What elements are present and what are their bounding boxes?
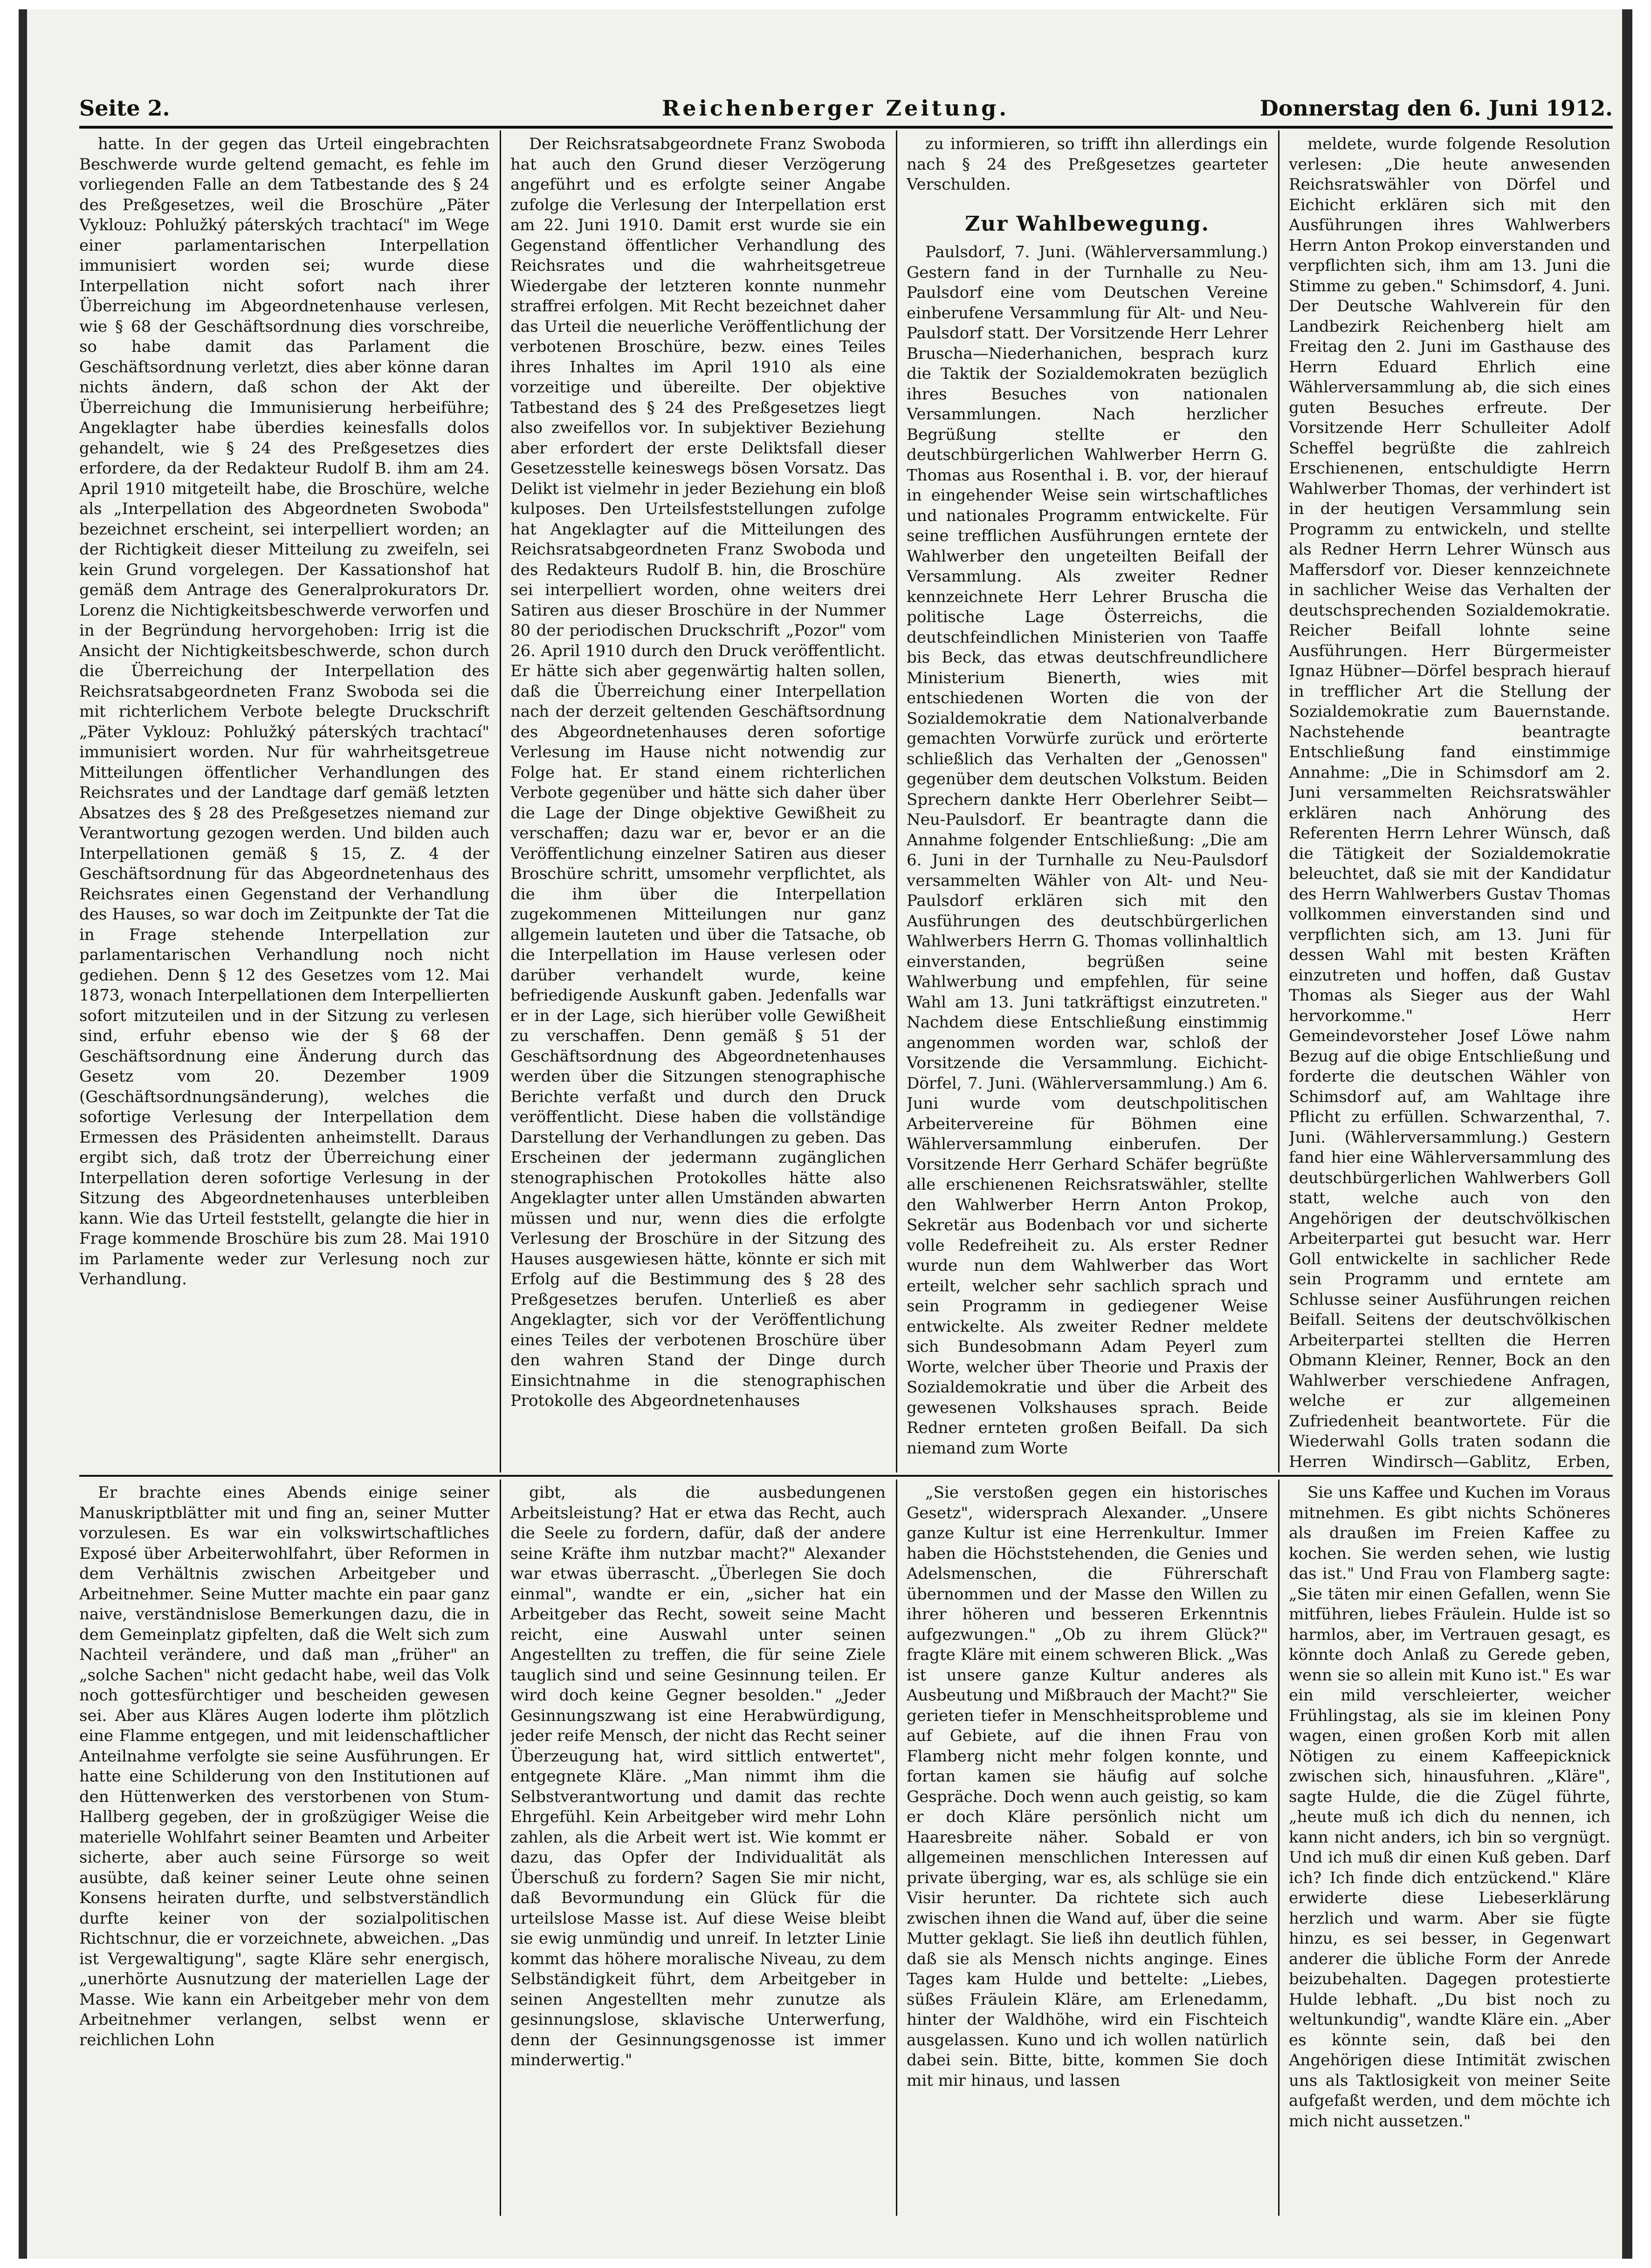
feuilleton-text: gibt, als die ausbedungenen Arbeitsleistung? Hat er etwa das Recht, auch die Seele zu fordern, dafür, daß der andere seine Kräfte ihm nutzbar macht?" Alexander war etwas überrascht. „Überlegen Sie doch einmal", wandte er ein, „sicher hat ein Arbeitgeber das Recht, soweit seine Macht reicht, eine Auswahl unter seinen Angestellten zu treffen, die für seine Ziele tauglich sind und seine Gesinnung teilen. Er wird doch keine Gegner besolden." „Jeder Gesinnungszwang ist eine Herabwürdigung, jeder reife Mensch, der nicht das Recht seiner Überzeugung hat, wird sittlich entwertet", entgegnete Kläre. „Man nimmt ihm die Selbstverantwortung und damit das rechte Ehrgefühl. Kein Arbeitgeber wird mehr Lohn zahlen, als die Arbeit wert ist. Wie kommt er dazu, das Opfer der Individualität als Überschuß zu fordern? Sagen Sie mir nicht, daß Bevormundung ein Glück für die urteilslose Masse ist. Auf diese Weise bleibt sie ewig unmündig und unreif. In letzter Linie kommt das höhere moralische Niveau, zu dem Selbständigkeit führt, dem Arbeitgeber in seinen Angestellten mehr zunutze als gesinnungslose, sklavische Unterwerfung, denn der Gesinnungsgenosse ist immer minderwertig.": [510, 1483, 886, 2069]
page-header: [79, 91, 1613, 123]
article-text: Der Reichsratsabgeordnete Franz Swoboda hat auch den Grund dieser Verzögerung angeführt und es erfolgte seiner Angabe zufolge die Verlesung der Interpellation erst am 22. Juni 1910. Damit erst wurde sie ein Gegenstand öffentlicher Verhandlung des Reichsrates und die wahrheitsgetreue Wiedergabe der letzteren konnte nunmehr straffrei erfolgen. Mit Recht bezeichnet daher das Urteil die neuerliche Veröffentlichung der verbotenen Broschüre, bezw. eines Teiles ihres Inhaltes im April 1910 als eine vorzeitige und übereilte. Der objektive Tatbestand des § 24 des Preßgesetzes liegt also zweifellos vor. In subjektiver Beziehung aber erfordert der erste Deliktsfall dieser Gesetzesstelle keineswegs bösen Vorsatz. Das Delikt ist vielmehr in jeder Beziehung ein bloß kulposes. Den Urteilsfeststellungen zufolge hat Angeklagter auf die Mitteilungen des Reichsratsabgeordneten Franz Swoboda und des Redakteurs Rudolf B. hin, die Broschüre sei interpelliert worden, ohne weiters drei Satiren aus dieser Broschüre in der Nummer 80 der periodischen Druckschrift „Pozor" vom 26. April 1910 durch den Druck veröffentlicht. Er hätte sich aber gegenwärtig halten sollen, daß die Überreichung einer Interpellation nach der derzeit geltenden Geschäftsordnung des Abgeordnetenhauses deren sofortige Verlesung im Hause nicht notwendig zur Folge hat. Er stand einem richterlichen Verbote gegenüber und hätte sich daher über die Lage der Dinge objektive Gewißheit zu verschaffen; dazu war er, bevor er an die Veröffentlichung einzelner Satiren aus dieser Broschüre schritt, umsomehr verpflichtet, als die ihm über die Interpellation zugekommenen Mitteilungen nur ganz allgemein lauteten und über die Tatsache, ob die Interpellation im Hause verlesen oder darüber verhandelt wurde, keine befriedigende Auskunft gaben. Jedenfalls war er in der Lage, sich hierüber volle Gewißheit zu verschaffen. Denn gemäß § 51 der Geschäftsordnung des Abgeordnetenhauses werden über die Sitzungen stenographische Berichte verfaßt und durch den Druck veröffentlicht. Diese haben die vollständige Darstellung der Verhandlungen zu geben. Das Erscheinen der jedermann zugänglichen stenographischen Protokolles hätte also Angeklagter unter allen Umständen abwarten müssen und nur, wenn dies die erfolgte Verlesung der Broschüre in der Sitzung des Hauses ausgewiesen hätte, könnte er sich mit Erfolg auf die Bestimmung des § 28 des Preßgesetzes berufen. Unterließ es aber Angeklagter, sich vor der Veröffentlichung eines Teiles der verbotenen Broschüre über den wahren Stand der Dinge durch Einsichtnahme in die stenographischen Protokolle des Abgeordnetenhauses: [510, 135, 886, 1410]
column-divider: [1278, 1480, 1280, 2216]
section-heading: Zur Wahlbewegung.: [965, 212, 1210, 236]
column-divider: [500, 1480, 501, 2216]
column-divider: [896, 1480, 897, 2216]
article-column-2: [510, 134, 886, 1472]
feuilleton-column-4: [1289, 1483, 1610, 2214]
scan-edge-left: [19, 9, 27, 2259]
article-text: hatte. In der gegen das Urteil eingebrachten Beschwerde wurde geltend gemacht, es fehle im vorliegenden Falle an dem Tatbestande des § 24 des Preßgesetzes, weil die Broschüre „Päter Vyklouz: Pohlužký páterských trachtací" im Wege einer parlamentarischen Interpellation immunisiert worden sei; wurde diese Interpellation nicht sofort nach ihrer Überreichung im Abgeordnetenhause verlesen, wie § 68 der Geschäftsordnung dies vorschreibe, so habe damit das Parlament die Geschäftsordnung verletzt, dies aber könne daran nichts ändern, daß schon der Akt der Überreichung die Immunisierung herbeiführe; Angeklagter habe überdies keinesfalls dolos gehandelt, wie § 24 des Preßgesetzes dies erfordere, da der Redakteur Rudolf B. ihm am 24. April 1910 mitgeteilt habe, die Broschüre, welche als „Interpellation des Abgeordneten Swoboda" bezeichnet erscheint, sei interpelliert worden; an der Richtigkeit dieser Mitteilung zu zweifeln, sei kein Grund vorgelegen. Der Kassationshof hat gemäß dem Antrage des Generalprokurators Dr. Lorenz die Nichtigkeitsbeschwerde verworfen und in der Begründung hervorgehoben: Irrig ist die Ansicht der Nichtigkeitsbeschwerde, schon durch die Überreichung der Interpellation des Reichsratsabgeordneten Franz Swoboda sei die mit richterlichem Verbote belegte Druckschrift „Päter Vyklouz: Pohlužký páterských trachtací" immunisiert worden. Nur für wahrheitsgetreue Mitteilungen öffentlicher Verhandlungen des Reichsrates und der Landtage darf gemäß letzten Absatzes des § 28 des Preßgesetzes niemand zur Verantwortung gezogen werden. Und bilden auch Interpellationen gemäß § 15, Z. 4 der Geschäftsordnung für das Abgeordnetenhaus des Reichsrates einen Gegenstand der Verhandlung des Hauses, so war doch im Zeitpunkte der Tat die in Frage stehende Interpellation zur parlamentarischen Verhandlung noch nicht gediehen. Denn § 12 des Gesetzes vom 12. Mai 1873, wonach Interpellationen dem Interpellierten sofort mitzuteilen und in der Sitzung zu verlesen sind, erfuhr ebenso wie der § 68 der Geschäftsordnung eine Änderung durch das Gesetz vom 20. Dezember 1909 (Geschäftsordnungsänderung), welches die sofortige Verlesung der Interpellation dem Ermessen des Präsidenten anheimstellt. Daraus ergibt sich, daß trotz der Überreichung einer Interpellation deren sofortige Verlesung in der Sitzung des Abgeordnetenhauses unterbleiben kann. Wie das Urteil feststellt, gelangte die hier in Frage kommende Broschüre bis zum 28. Mai 1910 im Parlamente weder zur Verlesung noch zur Verhandlung.: [79, 135, 489, 1288]
issue-date: Donnerstag den 6. Juni 1912.: [1259, 96, 1613, 121]
article-column-3: [907, 134, 1268, 1472]
newspaper-page: [19, 9, 1632, 2259]
page-number: Seite 2.: [79, 96, 170, 121]
column-divider: [896, 130, 897, 1473]
feuilleton-text: „Sie verstoßen gegen ein historisches Gesetz", widersprach Alexander. „Unsere ganze Kultur ist eine Herrenkultur. Immer haben die Höchststehenden, die Genies und Adelsmenschen, die Führerschaft übernommen und der Masse den Willen zu ihrer höheren und besseren Erkenntnis aufgezwungen." „Ob zu ihrem Glück?" fragte Kläre mit einem schweren Blick. „Was ist unsere ganze Kultur anderes als Ausbeutung und Mißbrauch der Macht?" Sie gerieten tiefer in Menschheitsprobleme und auf Gebiete, auf die ihnen Frau von Flamberg nicht mehr folgen konnte, und fortan kamen sie häufig auf solche Gespräche. Doch wenn auch geistig, so kam er doch Kläre persönlich nicht um Haaresbreite näher. Sobald er von allgemeinen menschlichen Interessen auf private überging, war es, als schlüge sie ein Visir herunter. Da richtete sich auch zwischen ihnen die Wand auf, über die seine Mutter geklagt. Sie ließ ihn deutlich fühlen, daß sie als Mensch nichts anginge. Eines Tages kam Hulde und bettelte: „Liebes, süßes Fräulein Kläre, am Erlenedamm, hinter der Waldhöhe, wird ein Fischteich ausgelassen. Kuno und ich wollen natürlich dabei sein. Bitte, bitte, kommen Sie doch mit mir hinaus, und lassen: [907, 1483, 1268, 2090]
article-column-4: [1289, 134, 1610, 1472]
feuilleton-rule: [79, 1475, 1613, 1477]
column-divider: [1278, 130, 1280, 1473]
article-column-1: [79, 134, 489, 1472]
column-divider: [500, 130, 501, 1473]
feuilleton-column-3: [907, 1483, 1268, 2214]
header-rule: [79, 126, 1613, 129]
feuilleton-text: Er brachte eines Abends einige seiner Manuskriptblätter mit und fing an, seiner Mutter vorzulesen. Es war ein volkswirtschaftliches Exposé über Arbeiterwohlfahrt, über Reformen in dem Verhältnis zwischen Arbeitgeber und Arbeitnehmer. Seine Mutter machte ein paar ganz naive, verständnislose Bemerkungen dazu, die in dem Gemeinplatz gipfelten, daß die Welt sich zum Nachteil verändere, und daß man „früher" an „solche Sachen" nicht gedacht habe, weil das Volk noch gottesfürchtiger und bescheiden gewesen sei. Aber aus Kläres Augen loderte ihm plötzlich eine Flamme entgegen, und mit leidenschaftlicher Anteilnahme verfolgte sie seine Ausführungen. Er hatte eine Schilderung von den Institutionen auf den Hüttenwerken des verstorbenen von Stum-Hallberg gegeben, der in großzügiger Weise die materielle Wohlfahrt seiner Beamten und Arbeiter sicherte, aber auch seine Fürsorge so weit ausübte, daß keiner seiner Leute ohne seinen Konsens heiraten durfte, und selbstverständlich durfte keiner von der sozialpolitischen Richtschnur, die er vorzeichnete, abweichen. „Das ist Vergewaltigung", sagte Kläre sehr energisch, „unerhörte Ausnutzung der materiellen Lage der Masse. Wie kann ein Arbeitgeber mehr von dem Arbeitnehmer verlangen, selbst wenn er reichlichen Lohn: [79, 1483, 489, 2049]
feuilleton-column-2: [510, 1483, 886, 2214]
article-text: zu informieren, so trifft ihn allerdings ein nach § 24 des Preßgesetzes gearteter Verschulden.: [907, 135, 1268, 194]
article-text: meldete, wurde folgende Resolution verlesen: „Die heute anwesenden Reichsratswähler von Dörfel und Eichicht erklären sich mit den Ausführungen ihres Wahlwerbers Herrn Anton Prokop einverstanden und verpflichten sich, ihm am 13. Juni die Stimme zu geben." Schimsdorf, 4. Juni. Der Deutsche Wahlverein für den Landbezirk Reichenberg hielt am Freitag den 2. Juni im Gasthause des Herrn Eduard Ehrlich eine Wählerversammlung ab, die sich eines guten Besuches erfreute. Der Vorsitzende Herr Schulleiter Adolf Scheffel begrüßte die zahlreich Erschienenen, entschuldigte Herrn Wahlwerber Thomas, der verhindert ist in der heutigen Versammlung sein Programm zu entwickeln, und stellte als Redner Herrn Lehrer Wünsch aus Maffersdorf vor. Dieser kennzeichnete in sachlicher Weise das Verhalten der deutschsprechenden Sozialdemokratie. Reicher Beifall lohnte seine Ausführungen. Herr Bürgermeister Ignaz Hübner—Dörfel besprach hierauf in trefflicher Art die Stellung der Sozialdemokratie zum Bauernstande. Nachstehende beantragte Entschließung fand einstimmige Annahme: „Die in Schimsdorf am 2. Juni versammelten Reichsratswähler erklären nach Anhörung des Referenten Herrn Lehrer Wünsch, daß die Tätigkeit der Sozialdemokratie beleuchtet, daß sie mit der Kandidatur des Herrn Wahlwerbers Gustav Thomas vollkommen einverstanden sind und verpflichten sich, am 13. Juni für dessen Wahl mit besten Kräften einzutreten und hoffen, daß Gustav Thomas als Sieger aus der Wahl hervorkomme." Herr Gemeindevorsteher Josef Löwe nahm Bezug auf die obige Entschließung und forderte die deutschen Wähler von Schimsdorf auf, am Wahltage ihre Pflicht zu erfüllen. Schwarzenthal, 7. Juni. (Wählerversammlung.) Gestern fand hier eine Wählerversammlung des deutschbürgerlichen Wahlwerbers Goll statt, welche auch von den Angehörigen der deutschvölkischen Arbeiterpartei gut besucht war. Herr Goll entwickelte in sachlicher Rede sein Programm und erntete am Schlusse seiner Ausführungen reichen Beifall. Seitens der deutschvölkischen Arbeiterpartei stellten die Herren Obmann Kleiner, Renner, Bock an den Wahlwerber verschiedene Anfragen, welche er zur allgemeinen Zufriedenheit beantwortete. Für die Wiederwahl Golls traten sodann die Herren Windirsch—Gablitz, Erben,: [1289, 135, 1610, 1471]
newspaper-title: Reichenberger Zeitung.: [662, 96, 1010, 121]
scan-edge-right: [1622, 9, 1632, 2259]
article-text: Paulsdorf, 7. Juni. (Wählerversammlung.) Gestern fand in der Turnhalle zu Neu-Paulsdorf eine vom Deutschen Vereine einberufene Versammlung für Alt- und Neu-Paulsdorf statt. Der Vorsitzende Herr Lehrer Bruscha—Niederhanichen, besprach kurz die Taktik der Sozialdemokraten bezüglich ihres Besuches von nationalen Versammlungen. Nach herzlicher Begrüßung stellte er den deutschbürgerlichen Wahlwerber Herrn G. Thomas aus Rosenthal i. B. vor, der hierauf in eingehender Weise sein wirtschaftliches und nationales Programm entwickelte. Für seine trefflichen Ausführungen erntete der Wahlwerber den ungeteilten Beifall der Versammlung. Als zweiter Redner kennzeichnete Herr Lehrer Bruscha die politische Lage Österreichs, die deutschfeindlichen Ministerien von Taaffe bis Beck, das etwas deutschfreundlichere Ministerium Bienerth, wies mit entschiedenen Worten die von der Sozialdemokratie dem Nationalverbande gemachten Vorwürfe zurück und erörterte schließlich das Verhalten der „Genossen" gegenüber dem deutschen Volkstum. Beiden Sprechern dankte Herr Oberlehrer Seibt—Neu-Paulsdorf. Er beantragte dann die Annahme folgender Entschließung: „Die am 6. Juni in der Turnhalle zu Neu-Paulsdorf versammelten Wähler von Alt- und Neu-Paulsdorf erklären sich mit den Ausführungen des deutschbürgerlichen Wahlwerbers Herrn G. Thomas vollinhaltlich einverstanden, begrüßen seine Wahlwerbung und empfehlen, für seine Wahl am 13. Juni tatkräftigst einzutreten." Nachdem diese Entschließung einstimmig angenommen worden war, schloß der Vorsitzende die Versammlung. Eichicht-Dörfel, 7. Juni. (Wählerversammlung.) Am 6. Juni wurde vom deutschpolitischen Arbeitervereine für Böhmen eine Wählerversammlung einberufen. Der Vorsitzende Herr Gerhard Schäfer begrüßte alle erschienenen Reichsratswähler, stellte den Wahlwerber Herrn Anton Prokop, Sekretär aus Bodenbach vor und sicherte volle Redefreiheit zu. Als erster Redner wurde nun dem Wahlwerber das Wort erteilt, welcher sehr sachlich sprach und sein Programm in gediegener Weise entwickelte. Als zweiter Redner meldete sich Bundesobmann Adam Peyerl zum Worte, welcher über Theorie und Praxis der Sozialdemokratie und über die Arbeit des gewesenen Volkshauses sprach. Beide Redner ernteten großen Beifall. Da sich niemand zum Worte: [907, 243, 1268, 1458]
feuilleton-text: Sie uns Kaffee und Kuchen im Voraus mitnehmen. Es gibt nichts Schöneres als draußen im Freien Kaffee zu kochen. Sie werden sehen, wie lustig das ist." Und Frau von Flamberg sagte: „Sie täten mir einen Gefallen, wenn Sie mitführen, liebes Fräulein. Hulde ist so harmlos, aber, im Vertrauen gesagt, es könnte doch Anlaß zu Gerede geben, wenn sie so allein mit Kuno ist." Es war ein mild verschleierter, weicher Frühlingstag, als sie im kleinen Pony wagen, einen großen Korb mit allen Nötigen zu einem Kaffeepicknick zwischen sich, hinausfuhren. „Kläre", sagte Hulde, die die Zügel führte, „heute muß ich dich du nennen, ich kann nicht anders, ich bin so vergnügt. Und ich muß dir einen Kuß geben. Darf ich? Ich finde dich entzückend." Kläre erwiderte diese Liebeserklärung herzlich und warm. Aber sie fügte hinzu, es sei besser, in Gegenwart anderer die übliche Form der Anrede beizubehalten. Dagegen protestierte Hulde lebhaft. „Du bist noch zu weltunkundig", wandte Kläre ein. „Aber es könnte sein, daß bei den Angehörigen diese Intimität zwischen uns als Taktlosigkeit von meiner Seite aufgefaßt werden, und dem möchte ich mich nicht aussetzen.": [1289, 1483, 1610, 2131]
feuilleton-column-1: [79, 1483, 489, 2214]
